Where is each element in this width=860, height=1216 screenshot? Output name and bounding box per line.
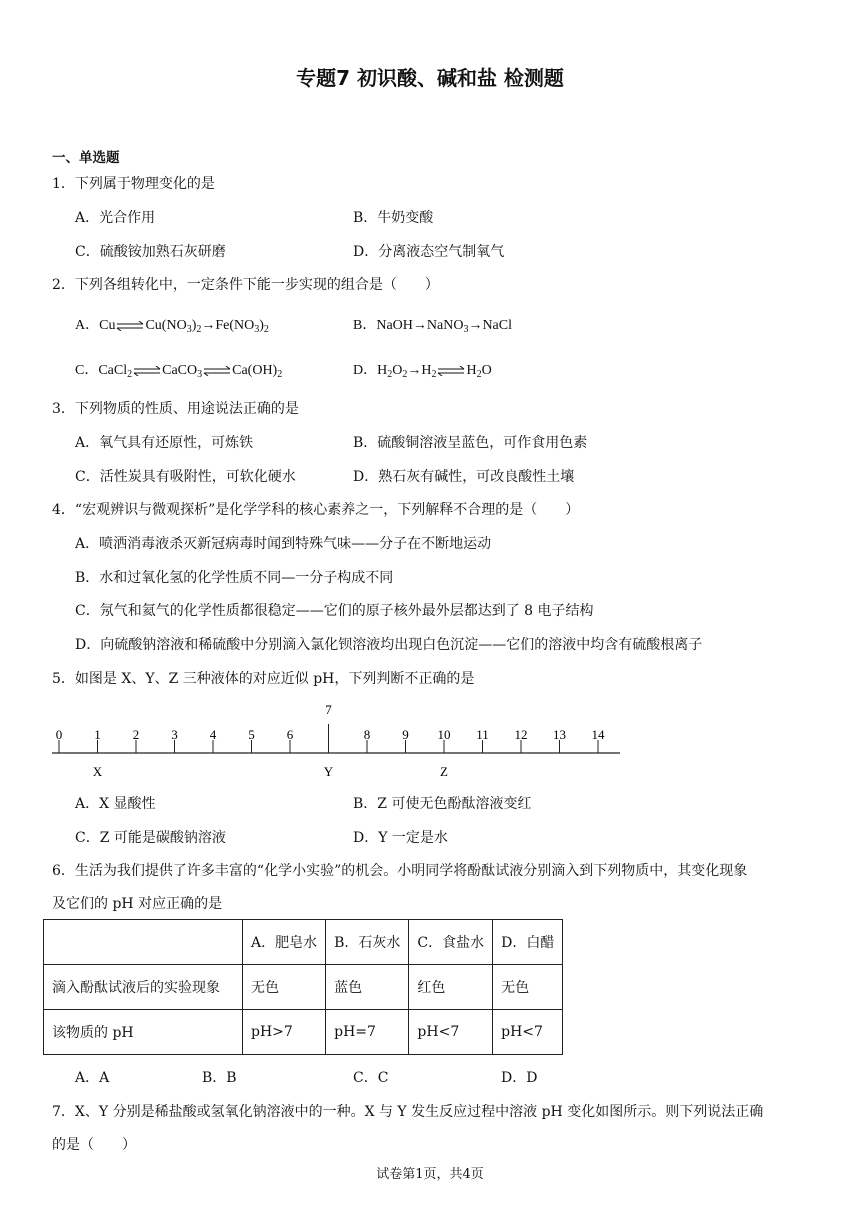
q3-option-a: A．氧气具有还原性，可炼铁 <box>75 435 254 451</box>
table-header-row <box>44 920 563 965</box>
q6-option-b: B．B <box>202 1070 237 1086</box>
q6-option-c: C．C <box>353 1070 389 1086</box>
q2-option-c: C．CaCl$_2$ CaCO$_3$ $Ca(OH)_2$ <box>75 363 283 380</box>
q6-option-d: D．D <box>501 1070 538 1086</box>
q2-option-d: D．$H_2O_2\to H_2$ $H_2O$ <box>353 363 492 380</box>
q5-option-c: C．Z 可能是碳酸钠溶液 <box>75 830 226 846</box>
reversible-arrow-icon <box>132 366 162 376</box>
question-7-stem-line2: 的是（ ） <box>52 1137 136 1153</box>
point-label-x: X <box>92 764 103 779</box>
page-footer: 试卷第1页，共4页 <box>376 1167 484 1182</box>
q4-option-a: A．喷洒消毒液杀灭新冠病毒时闻到特殊气味——分子在不断地运动 <box>75 536 492 552</box>
tick-label: 13 <box>553 727 566 742</box>
q3-option-c: C．活性炭具有吸附性，可软化硬水 <box>75 469 296 485</box>
ph-number-line <box>48 696 628 786</box>
table-cell: pH>7 <box>243 1010 326 1055</box>
q1-option-b: B．牛奶变酸 <box>353 210 434 226</box>
question-3-stem: 3．下列物质的性质、用途说法正确的是 <box>52 401 299 417</box>
reversible-arrow-icon <box>202 366 232 376</box>
table-cell: 红色 <box>409 965 493 1010</box>
q5-option-b: B．Z 可使无色酚酞溶液变红 <box>353 796 532 812</box>
question-4-stem: 4．“宏观辨识与微观探析”是化学学科的核心素养之一，下列解释不合理的是（ ） <box>52 502 580 518</box>
table-cell <box>44 920 243 965</box>
table-cell: pH=7 <box>326 1010 409 1055</box>
table-cell: 无色 <box>243 965 326 1010</box>
table-cell: 无色 <box>493 965 563 1010</box>
table-row <box>44 965 563 1010</box>
question-7-stem-line1: 7．X、Y 分别是稀盐酸或氢氧化钠溶液中的一种。X 与 Y 发生反应过程中溶液 pH 变化如图所示。则下列说法正确 <box>52 1104 764 1120</box>
q4-option-b: B．水和过氧化氢的化学性质不同—一分子构成不同 <box>75 570 394 586</box>
phenolphthalein-table <box>43 919 563 1055</box>
table-cell: A．肥皂水 <box>243 920 326 965</box>
q1-option-c: C．硫酸铵加熟石灰研磨 <box>75 244 226 260</box>
point-label-y: Y <box>323 764 334 779</box>
reversible-arrow-icon <box>115 321 145 331</box>
q2-option-a: A．Cu $Cu(NO_3)_2\to Fe(NO_3)_2$ <box>75 318 269 335</box>
tick-label: 12 <box>514 727 528 742</box>
q5-option-a: A．X 显酸性 <box>75 796 156 812</box>
tick-label: 0 <box>55 727 63 742</box>
point-label-z: Z <box>440 764 448 779</box>
tick-label: 4 <box>209 727 217 742</box>
table-cell: pH<7 <box>409 1010 493 1055</box>
page-title: 专题7 初识酸、碱和盐 检测题 <box>296 66 564 90</box>
table-cell: 该物质的 pH <box>44 1010 243 1055</box>
tick-label: 2 <box>132 727 140 742</box>
q2-option-b: B．NaOH→NaNO$_3$→NaCl <box>353 318 512 335</box>
q3-option-b: B．硫酸铜溶液呈蓝色，可作食用色素 <box>353 435 588 451</box>
tick-label: 3 <box>171 727 178 742</box>
question-6-stem-line1: 6．生活为我们提供了许多丰富的“化学小实验”的机会。小明同学将酚酞试液分别滴入到下列物质中，其变化现象 <box>52 863 748 879</box>
table-cell: B．石灰水 <box>326 920 409 965</box>
question-2-stem: 2．下列各组转化中，一定条件下能一步实现的组合是（ ） <box>52 277 439 293</box>
tick-label: 1 <box>94 727 101 742</box>
question-6-stem-line2: 及它们的 pH 对应正确的是 <box>52 896 223 912</box>
tick-label: 6 <box>286 727 294 742</box>
tick-label: 11 <box>476 727 489 742</box>
q1-option-d: D．分离液态空气制氧气 <box>353 244 505 260</box>
tick-label: 5 <box>248 727 255 742</box>
q3-option-d: D．熟石灰有碱性，可改良酸性土壤 <box>353 469 575 485</box>
q4-option-d: D．向硫酸钠溶液和稀硫酸中分别滴入氯化钡溶液均出现白色沉淀——它们的溶液中均含有硫酸根离子 <box>75 637 703 653</box>
q1-option-a: A．光合作用 <box>75 210 156 226</box>
reversible-arrow-icon <box>436 366 466 376</box>
question-5-stem: 5．如图是 X、Y、Z 三种液体的对应近似 pH，下列判断不正确的是 <box>52 671 475 687</box>
tick-label: 14 <box>591 727 605 742</box>
table-cell: D．白醋 <box>493 920 563 965</box>
tick-label: 9 <box>402 727 409 742</box>
table-cell: 蓝色 <box>326 965 409 1010</box>
table-cell: pH<7 <box>493 1010 563 1055</box>
question-1-stem: 1．下列属于物理变化的是 <box>52 176 215 192</box>
section-heading: 一、单选题 <box>52 150 120 166</box>
tick-label: 8 <box>363 727 371 742</box>
table-row <box>44 1010 563 1055</box>
q5-option-d: D．Y 一定是水 <box>353 830 448 846</box>
tick-label: 7 <box>325 702 332 717</box>
tick-label: 10 <box>437 727 451 742</box>
q6-option-a: A．A <box>75 1070 110 1086</box>
table-cell: 滴入酚酞试液后的实验现象 <box>44 965 243 1010</box>
q4-option-c: C．氖气和氦气的化学性质都很稳定——它们的原子核外最外层都达到了 8 电子结构 <box>75 603 594 619</box>
table-cell: C．食盐水 <box>409 920 493 965</box>
